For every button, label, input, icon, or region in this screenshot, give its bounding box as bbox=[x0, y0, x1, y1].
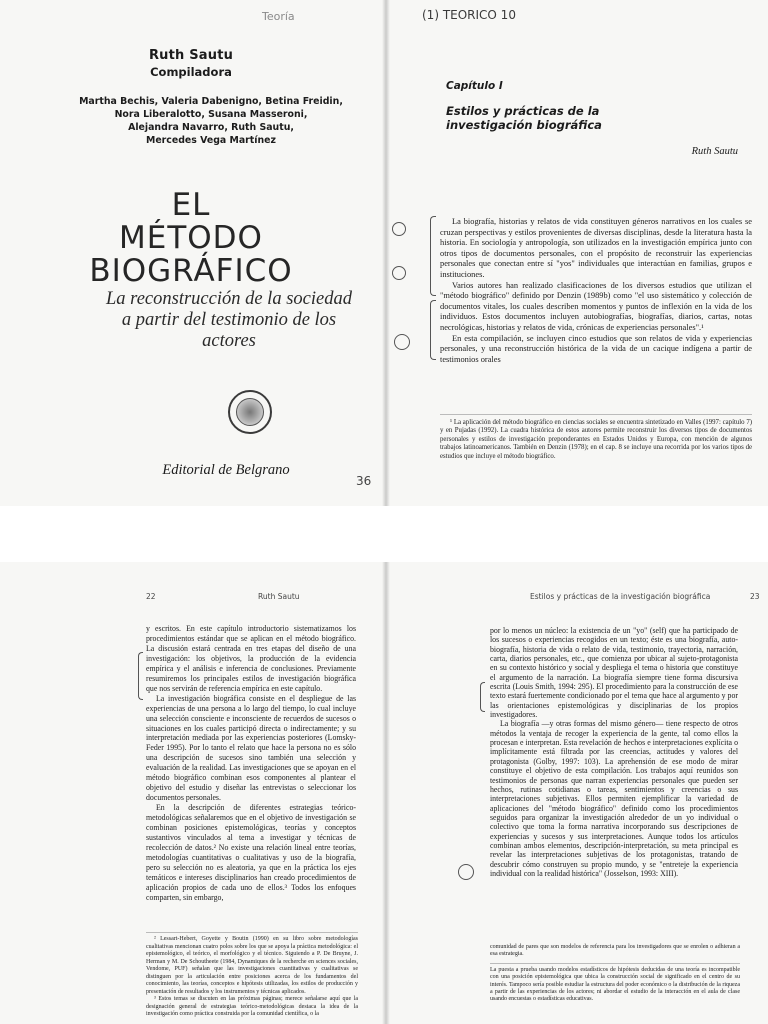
chapter-footnote bbox=[440, 414, 752, 461]
handwritten-note: (1) TEORICO 10 bbox=[422, 8, 516, 22]
chapter-label: Capítulo I bbox=[446, 80, 503, 92]
bottom-book-spread bbox=[0, 562, 768, 1024]
contributors-line: Nora Liberalotto, Susana Masseroni, bbox=[114, 109, 308, 120]
book-gutter bbox=[382, 562, 390, 1024]
book-gutter bbox=[382, 0, 390, 506]
pencil-note: Teoría bbox=[262, 10, 295, 23]
title-page bbox=[0, 0, 382, 506]
body-paragraph: En la descripción de diferentes estrategias teórico-metodológicas señalaremos que en el objetivo de investigación se combinan posiciones epistemológicas, teorías y conceptos sustantivos vinculados al tema a investigar y técnicas de recolección de datos.² No existe una relación lineal entre teorías, metodologías cuantitativas o cualitativas y uso de la biografía, pero su selección no es aleatoria, ya que en la práctica los ejes temáticos e intereses disciplinarios han creado procedimientos de aplicación propios de cada uno de ellos.³ Todos los enfoques comparten, sin embargo, bbox=[146, 803, 356, 902]
top-book-spread bbox=[0, 0, 768, 506]
handwritten-bracket bbox=[430, 216, 436, 296]
footnote-text: ² Lessart-Hebert, Goyette y Boutin (1990) en su libro sobre metodologías cualitativas mencionan cuatro polos sobre los que se apoya la práctica metodológica: el epistemológico, el teórico, el morfológico y el técnico. Siguiendo a P. De Bruyne, J. Herman y M. De Schoutheete (1984, Dynamiques de la recherche en sciences sociales, Vendome, PUF) señalan que las investigaciones cuantitativas y cualitativas se distinguen por la articulación entre posiciones acerca de los fundamentos del conocimiento, las teorías, conceptos e hipótesis utilizadas, los estilos de producción y presentación de resultados y los instrumentos y técnicas aplicados. bbox=[146, 936, 358, 995]
spread-separator bbox=[0, 506, 768, 562]
book-title-line-2: MÉTODO bbox=[119, 220, 263, 256]
body-paragraph: En esta compilación, se incluyen cinco estudios que son relatos de vida y experiencias personales, y una reconstrucción histórica de la vida de un cacique indígena a partir de testimonios orales bbox=[440, 333, 752, 364]
body-paragraph: por lo menos un núcleo: la existencia de un "yo" (self) que ha participado de los sucesos o experiencias recogidos en un texto; éste es una biografía, auto-biografía, historia de vida o relato de vida, testimonio, trayectoria, narración, carta, diarios personales, etc., que comienza por ubicar al sujeto-protagonista en su contexto histórico y social y despliega el tema o historia que constituye el argumento de la narración. La biografía siempre tiene forma discursiva escrita (Louis Smith, 1994: 295). El procedimiento para la construcción de ese texto estará fuertemente condicionado por el tema que hace al argumento y por las orientaciones epistemológicas y disciplinarias de los propios investigadores. bbox=[490, 626, 738, 720]
page-footnotes bbox=[490, 944, 740, 1004]
book-subtitle: La reconstrucción de la sociedad a partir del testimonio de los actores bbox=[106, 289, 352, 351]
body-paragraph: La biografía, historias y relatos de vida constituyen géneros narrativos en los cuales se cruzan perspectivas y estilos provenientes de diversas disciplinas, desde la literatura hasta la historia. En sociología y antropología, son utilizados en la investigación empírica junto con otros tipos de documentos personales, con el propósito de reconstruir las experiencias personales que conectan entre sí "yos" individuales que interactúan en familias, grupos e instituciones. bbox=[440, 217, 752, 279]
page-23 bbox=[390, 562, 768, 1024]
chapter-body-text bbox=[440, 217, 752, 365]
footnote-text: ¹ La aplicación del método biográfico en ciencias sociales se encuentra sintetizado en Valles (1997: capítulo 7) y en Pujadas (1992). La cuadra histórica de estos autores permite reconstruir los diversos tipos de documentos personales y estilos de investigación preponderantes en Estados Unidos y Europa, con mención de algunos trabajos latinoamericanos. También en Denzin (1978); en el cap. 8 se incluye una recorrida por los varios tipos de estudios que incluye el método biográfico. bbox=[440, 419, 752, 460]
chapter-opening-page bbox=[390, 0, 768, 506]
book-title-line-3: BIOGRÁFICO bbox=[89, 253, 293, 289]
book-title-line-1: EL bbox=[171, 187, 211, 223]
handwritten-page-number: 36 bbox=[356, 474, 372, 488]
publisher-seal-center bbox=[236, 398, 264, 426]
chapter-title: Estilos y prácticas de la investigación biográfica bbox=[446, 104, 602, 132]
running-head: Estilos y prácticas de la investigación biográfica bbox=[530, 592, 711, 601]
chapter-author: Ruth Sautu bbox=[691, 146, 738, 157]
contributors-line: Martha Bechis, Valeria Dabenigno, Betina Freidin, bbox=[79, 96, 343, 107]
book-author: Ruth Sautu bbox=[148, 48, 234, 63]
contributors-list bbox=[60, 95, 362, 147]
page-number: 23 bbox=[750, 592, 760, 601]
handwritten-circle-mark bbox=[392, 222, 406, 236]
handwritten-bracket bbox=[138, 652, 143, 700]
page-body-text bbox=[490, 626, 738, 878]
handwritten-circle-mark bbox=[458, 864, 474, 880]
book-author-role: Compiladora bbox=[150, 65, 232, 79]
running-head: Ruth Sautu bbox=[258, 592, 300, 601]
footnote-text: comunidad de pares que son modelos de referencia para los investigadores que se enrolen o adhieran a esa estrategia. bbox=[490, 944, 740, 958]
publisher-name: Editorial de Belgrano bbox=[162, 462, 290, 478]
body-paragraph: Varios autores han realizado clasificaciones de los diversos estudios que utilizan el "método biográfico" definido por Denzin (1989b) como "el uso sistemático y colección de documentos vitales, los cuales describen momentos y puntos de inflexión en la vida de los individuos. Estos documentos incluyen autobiografías, biografías, diarios, cartas, notas necrológicas, historias y relatos de vida, crónicas de experiencias personales".¹ bbox=[440, 280, 752, 332]
handwritten-bracket bbox=[430, 300, 436, 360]
body-paragraph: La biografía —y otras formas del mismo género— tiene respecto de otros métodos la ventaja de recoger la experiencia de la gente, tal como ellos la procesan e interpretan. Esta revelación de hechos e interpretaciones explícita o implícitamente está filtrada por las creencias, actitudes y valores del protagonista (Golby, 1997: 103). La aprehensión de ese modo de mirar constituye el objetivo de esta compilación. Los trabajos aquí reunidos son testimonios de personas que narran experiencias personales que pueden ser hechos, rutinas cotidianas o tareas, sentimientos y creencias o sus interpretaciones subjetivas. Ellos permiten ejemplificar la variedad de aplicaciones del "método biográfico" definido como los procedimientos seguidos para organizar la investigación alrededor de un yo individual o colectivo que toma la forma narrativa incorporando sus descripciones de experiencias y sucesos y sus interpretaciones. Aunque todos los artículos combinan ambos elementos, descripción-interpretación, su meta principal es revelar las interpretaciones subjetivas de los protagonistas, tratando de descubrir cómo construyen su propio mundo, y se "entreteje la experiencia individual con la realidad histórica" (Josselson, 1993: XIII). bbox=[490, 719, 738, 878]
body-paragraph: La investigación biográfica consiste en el despliegue de las experiencias de una persona a lo largo del tiempo, lo cual incluye una selección consciente e inconsciente de recuerdos de sucesos o situaciones en los cuales participó directa o indirectamente; y su interpretación mediada por las experiencias posteriores (Lomsky-Feder 1995). Por lo tanto el relato que hace la persona no es sólo una descripción de sucesos sino también una selección y evaluación de la realidad. Las investigaciones que se apoyan en el método biográfico combinan esos componentes al plantear el objetivo del estudio y diseñar las entrevistas o seleccionar los documentos personales. bbox=[146, 693, 356, 803]
body-paragraph: y escritos. En este capítulo introductorio sistematizamos los procedimientos estándar que se aplican en el método biográfico. La discusión estará centrada en tres etapas del diseño de una investigación: los objetivos, la producción de la evidencia empírica y el análisis e inferencia de conclusiones. Previamente resumiremos los principales estilos de investigación biográfica que nos servirán de referencia empírica en este capítulo. bbox=[146, 624, 356, 693]
contributors-line: Alejandra Navarro, Ruth Sautu, bbox=[128, 122, 294, 133]
handwritten-circle-mark bbox=[394, 334, 410, 350]
handwritten-bracket bbox=[480, 682, 485, 712]
handwritten-circle-mark bbox=[392, 266, 406, 280]
footnote-text: La puesta a prueba usando modelos estadísticos de hipótesis deducidas de una teoría es incompatible con una posición epistemológica que ubica la construcción social de significado en el centro de su interés. Tampoco sería posible estudiar la estructura del poder económico o la distribución de la riqueza a partir de las experiencias de los actores; ni abordar el estudio de la interacción en el aula de clase usando encuestas o estadísticas educativas. bbox=[490, 963, 740, 1004]
page-22 bbox=[0, 562, 382, 1024]
page-number: 22 bbox=[146, 592, 156, 601]
page-footnotes bbox=[146, 932, 358, 1019]
contributors-line: Mercedes Vega Martínez bbox=[145, 135, 276, 146]
footnote-text: ³ Estos temas se discuten en las próximas páginas; merece señalarse aquí que la designación general de estrategias teórico-metodológicas destaca la idea de la investigación como práctica construida por la comunidad científica, o la bbox=[146, 996, 358, 1017]
page-body-text bbox=[146, 624, 356, 903]
